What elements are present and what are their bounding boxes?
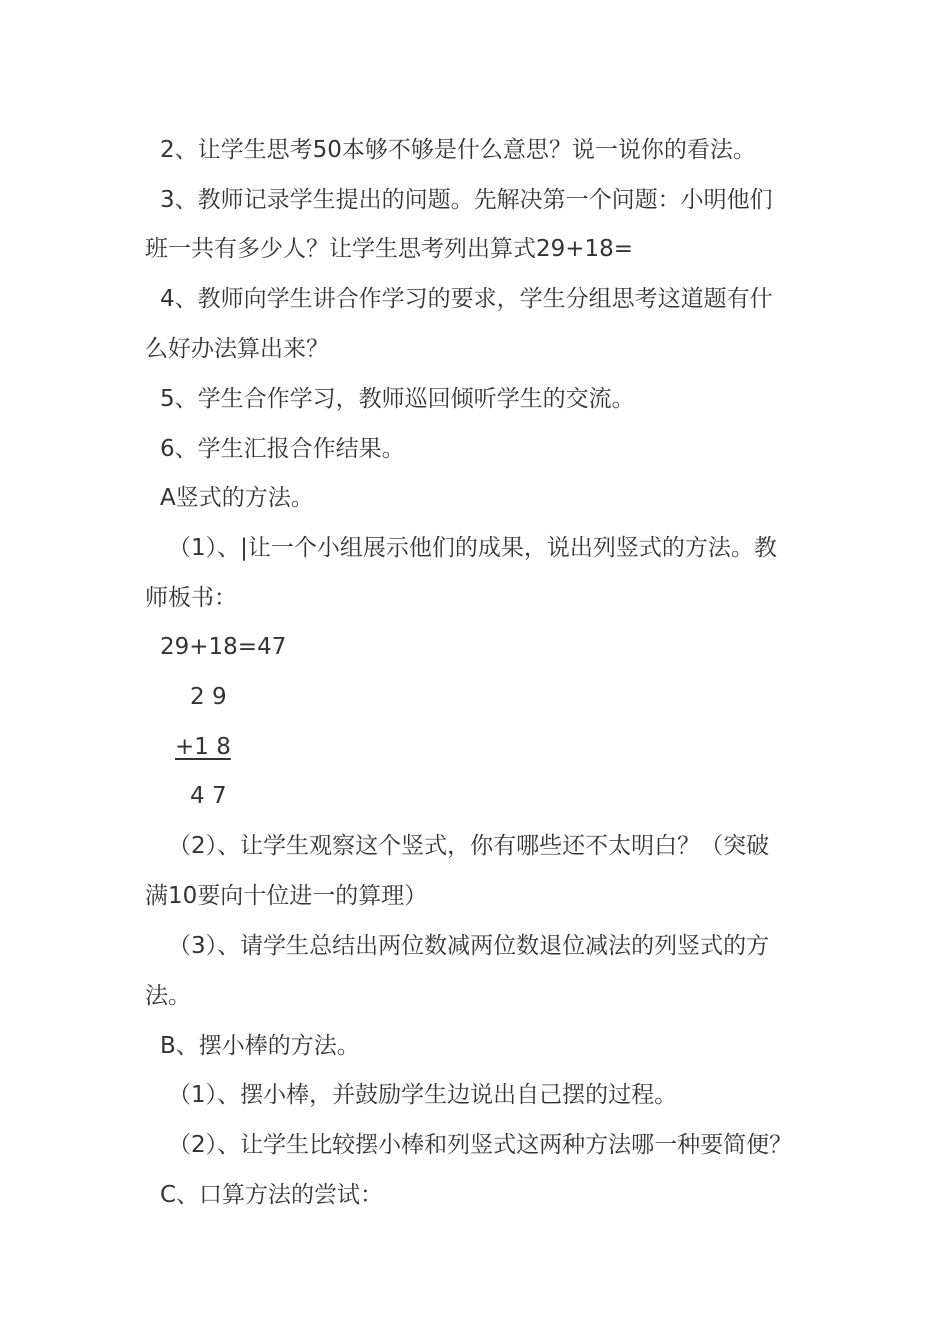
paragraph-step-5: 5、学生合作学习，教师巡回倾听学生的交流。 <box>160 386 635 412</box>
paragraph-step-2: 2、让学生思考50本够不够是什么意思？说一说你的看法。 <box>160 137 756 163</box>
paragraph-a-2: （2）、让学生观察这个竖式，你有哪些还不太明白？（突破 <box>168 833 770 859</box>
paragraph-a-1-cont: 师板书： <box>145 585 237 611</box>
paragraph-step-3-cont: 班一共有多少人？让学生思考列出算式29+18= <box>145 236 634 262</box>
heading-method-b: B、摆小棒的方法。 <box>160 1033 360 1059</box>
paragraph-a-1: （1）、|让一个小组展示他们的成果，说出列竖式的方法。教 <box>168 535 777 561</box>
paragraph-step-4: 4、教师向学生讲合作学习的要求，学生分组思考这道题有什 <box>160 286 773 312</box>
paragraph-b-2: （2）、让学生比较摆小棒和列竖式这两种方法哪一种要简便？ <box>168 1132 793 1158</box>
vertical-addend-2: +1 8 <box>175 734 231 760</box>
heading-method-c: C、口算方法的尝试： <box>160 1182 384 1208</box>
paragraph-a-3: （3）、请学生总结出两位数减两位数退位减法的列竖式的方 <box>168 933 770 959</box>
paragraph-a-2-cont: 满10要向十位进一的算理） <box>145 883 428 909</box>
vertical-addend-1: 2 9 <box>190 684 227 710</box>
heading-method-a: A竖式的方法。 <box>160 485 314 511</box>
equation-line: 29+18=47 <box>160 634 287 660</box>
paragraph-step-4-cont: 么好办法算出来？ <box>145 336 329 362</box>
paragraph-step-6: 6、学生汇报合作结果。 <box>160 436 405 462</box>
vertical-sum: 4 7 <box>190 783 227 809</box>
paragraph-step-3: 3、教师记录学生提出的问题。先解决第一个问题：小明他们 <box>160 187 773 213</box>
paragraph-b-1: （1）、摆小棒，并鼓励学生边说出自己摆的过程。 <box>168 1082 678 1108</box>
paragraph-a-3-cont: 法。 <box>145 983 191 1009</box>
